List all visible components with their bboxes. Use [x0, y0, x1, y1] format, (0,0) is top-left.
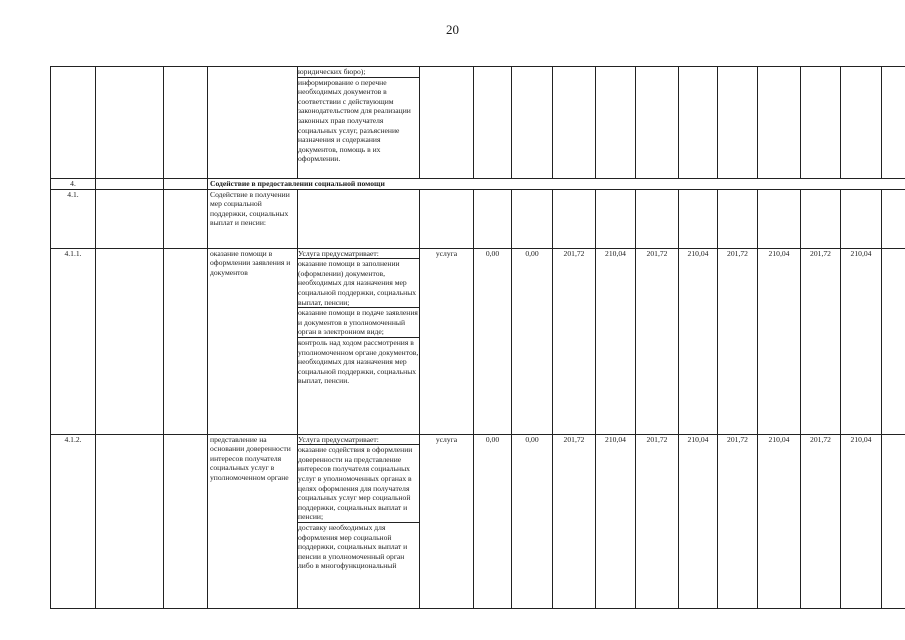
cell-value — [512, 189, 553, 248]
cell-unit: услуга — [420, 248, 474, 434]
cell-value: 201,72 — [801, 248, 841, 434]
cell-description — [298, 67, 420, 179]
cell-value — [718, 67, 758, 179]
cell-name: Содействие в получении мер социальной поддержки, социальных выплат и пенсии: — [208, 189, 298, 248]
table-row-4-1-2 — [51, 434, 905, 608]
description-part: оказание помощи в заполнении (оформлении) документов, необходимых для назначения мер социальной поддержки, социальных выплат, пенсии; — [298, 259, 420, 308]
cell-num — [51, 67, 96, 179]
cell-empty — [882, 434, 905, 608]
cell-value — [882, 189, 905, 248]
cell-value — [801, 67, 841, 179]
table-row-section-4 — [51, 179, 905, 190]
cell-name — [208, 67, 298, 179]
cell-empty — [96, 248, 164, 434]
cell-value: 0,00 — [512, 248, 553, 434]
cell-value — [841, 67, 882, 179]
cell-value: 201,72 — [718, 248, 758, 434]
cell-value — [553, 189, 596, 248]
cell-value: 201,72 — [718, 434, 758, 608]
cell-value: 210,04 — [679, 434, 718, 608]
cell-value: 0,00 — [512, 434, 553, 608]
description-part: контроль над ходом рассмотрения в уполномоченном органе документов, необходимых для назначения мер социальной поддержки, социальных выплат, пенсии. — [298, 337, 419, 386]
cell-value: 210,04 — [841, 248, 882, 434]
cell-empty — [164, 248, 208, 434]
cell-name: представление на основании доверенности интересов получателя социальных услуг в уполномоченном органе — [208, 434, 298, 608]
cell-value — [801, 189, 841, 248]
cell-name: оказание помощи в оформлении заявления и документов — [208, 248, 298, 434]
description-part: доставку необходимых для оформления мер социальной поддержки, социальных выплат и пенсии в уполномоченный орган либо в многофункциональный — [298, 522, 408, 571]
cell-value: 201,72 — [553, 248, 596, 434]
cell-empty — [96, 189, 164, 248]
cell-value — [553, 67, 596, 179]
cell-value — [512, 67, 553, 179]
cell-value: 0,00 — [474, 248, 512, 434]
cell-empty — [164, 179, 208, 190]
description-part: Услуга предусматривает: — [298, 249, 420, 260]
cell-value — [718, 189, 758, 248]
page-number: 20 — [446, 22, 459, 37]
cell-value: 201,72 — [553, 434, 596, 608]
cell-value — [474, 189, 512, 248]
cell-num: 4.1. — [51, 189, 96, 248]
table-row-4-1 — [51, 189, 905, 248]
cell-description — [298, 248, 420, 434]
cell-value: 201,72 — [636, 248, 679, 434]
cell-value: 201,72 — [636, 434, 679, 608]
cell-value — [596, 189, 636, 248]
cell-value — [882, 67, 905, 179]
cell-empty — [164, 434, 208, 608]
description-part: Услуга предусматривает: — [298, 435, 420, 446]
cell-unit — [420, 189, 474, 248]
services-table — [50, 66, 905, 609]
cell-value — [758, 189, 801, 248]
cell-value — [596, 67, 636, 179]
cell-value — [679, 67, 718, 179]
cell-value — [636, 67, 679, 179]
cell-value — [636, 189, 679, 248]
cell-value: 210,04 — [841, 434, 882, 608]
table-row-4-1-1 — [51, 248, 905, 434]
description-part: оказание помощи в подаче заявления и документов в уполномоченный орган в электронном виде; — [298, 308, 420, 338]
cell-value: 210,04 — [679, 248, 718, 434]
cell-value: 210,04 — [758, 248, 801, 434]
cell-empty — [164, 189, 208, 248]
cell-num: 4. — [51, 179, 96, 190]
section-title: Содействие в предоставлении социальной помощи — [208, 179, 905, 190]
cell-value: 201,72 — [801, 434, 841, 608]
cell-description — [298, 434, 420, 608]
cell-empty — [96, 179, 164, 190]
cell-empty — [164, 67, 208, 179]
cell-value: 210,04 — [596, 434, 636, 608]
cell-value — [474, 67, 512, 179]
cell-unit — [420, 67, 474, 179]
description-part: оказание содействия в оформлении доверенности на представление интересов получателя социальных услуг в уполномоченных органах в целях оформления для получателя социальных услуг мер социальной поддержки, социальных выплат и пенсии; — [298, 445, 420, 523]
cell-value: 0,00 — [474, 434, 512, 608]
cell-empty — [96, 67, 164, 179]
cell-empty — [882, 248, 905, 434]
cell-unit: услуга — [420, 434, 474, 608]
cell-empty — [96, 434, 164, 608]
table-row-continuation — [51, 67, 905, 179]
cell-num: 4.1.2. — [51, 434, 96, 608]
cell-value: 210,04 — [758, 434, 801, 608]
cell-value — [758, 67, 801, 179]
cell-value: 210,04 — [596, 248, 636, 434]
description-part: юридических бюро); — [298, 67, 420, 78]
cell-num: 4.1.1. — [51, 248, 96, 434]
cell-value — [841, 189, 882, 248]
cell-value — [679, 189, 718, 248]
cell-description — [298, 189, 420, 248]
description-part: информирование о перечне необходимых документов в соответствии с действующим законодательством для реализации законных прав получателя социальных услуг, разъяснение назначения и содержания документов, помощь в их оформлении. — [298, 77, 411, 164]
